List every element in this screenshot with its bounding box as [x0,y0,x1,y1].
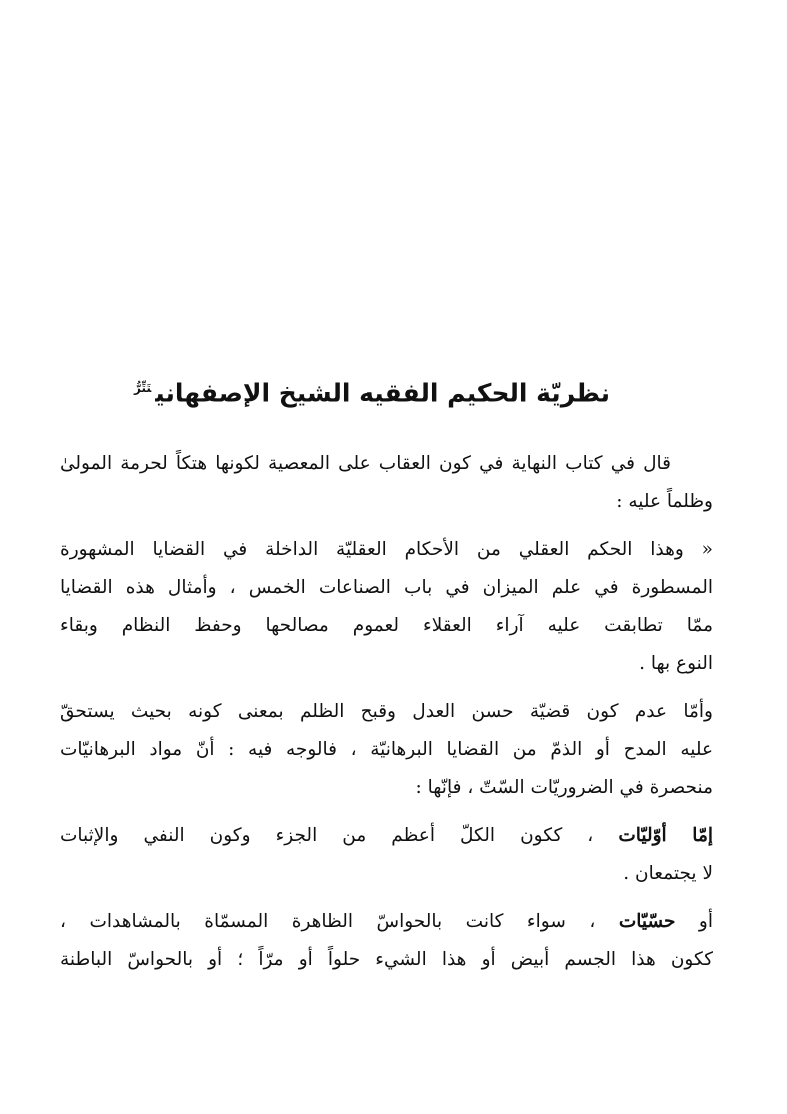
text-line: ممّا تطابقت عليه آراء العقلاء لعموم مصالحها وحفظ النظام وبقاء [60,615,713,636]
heading-title: نظريّة الحكيم الفقيه الشيخ الإصفهاني [155,378,610,408]
text-line: عليه المدح أو الذمّ من القضايا البرهانيّة ، فالوجه فيه : أنّ مواد البرهانيّات [60,739,713,760]
text-line: وأمّا عدم كون قضيّة حسن العدل وقبح الظلم بمعنى كونه بحيث يستحقّ [60,701,713,722]
honorific-mark: تَتِّرُّ [134,381,152,395]
text-line: « وهذا الحكم العقلي من الأحكام العقليّة الداخلة في القضايا المشهورة [60,539,713,560]
text-line: منحصرة في الضروريّات السّتّ ، فإنّها : [415,777,713,798]
term-description: ، ككون الكلّ أعظم من الجزء وكون النفي والإثبات [60,825,594,846]
paragraph-gap [60,521,713,531]
term-hissiyyat: حسّيّات [618,911,676,932]
text-line [60,817,713,855]
text-line: وظلماً عليه : [616,491,713,512]
text-line: ككون هذا الجسم أبيض أو هذا الشيء حلواً أو مرّاً ؛ أو بالحواسّ الباطنة [60,949,713,970]
paragraph-gap [60,683,713,693]
text-line: المسطورة في علم الميزان في باب الصناعات الخمس ، وأمثال هذه القضايا [60,577,713,598]
text-line: قال في كتاب النهاية في كون العقاب على المعصية لكونها هتكاً لحرمة المولىٰ [60,453,671,474]
paragraph-gap [60,893,713,903]
text-line: النوع بها . [639,653,713,674]
text-line: لا يجتمعان . [623,863,713,884]
term-description: ، سواء كانت بالحواسّ الظاهرة المسمّاة بالمشاهدات ، [60,911,596,932]
body-text [60,445,713,979]
term-awwaliyyat: إمّا أوّليّات [618,825,713,846]
paragraph-gap [60,807,713,817]
text-line [60,903,713,941]
term-prefix: أو [698,911,713,932]
section-heading [134,365,610,411]
